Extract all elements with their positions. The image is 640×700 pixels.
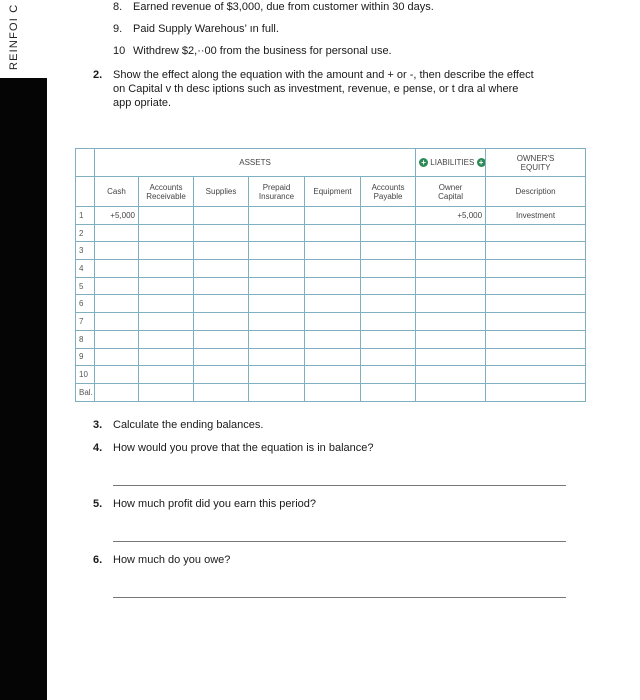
cell-description[interactable] [486,295,586,313]
table-row [76,330,586,348]
cell-ap[interactable] [361,383,416,401]
row-label: 4 [76,260,95,278]
cell-supplies[interactable] [194,260,249,278]
cell-prepaid[interactable] [249,383,305,401]
col-owner-capital: Owner Capital [416,177,486,207]
cell-capital[interactable] [416,277,486,295]
table-row [76,366,586,384]
cell-capital[interactable] [416,242,486,260]
table-row [76,260,586,278]
equation-worksheet [75,148,586,402]
cell-ar[interactable] [139,348,194,366]
cell-capital[interactable] [416,366,486,384]
table-row [76,277,586,295]
cell-cash[interactable] [95,260,139,278]
cell-ar[interactable] [139,224,194,242]
row-label: 9 [76,348,95,366]
cell-capital[interactable] [416,295,486,313]
cell-capital[interactable] [416,348,486,366]
cell-description[interactable] [486,366,586,384]
cell-ar[interactable] [139,366,194,384]
col-accounts-payable: Accounts Payable [361,177,416,207]
row-label: 7 [76,313,95,331]
cell-supplies[interactable] [194,295,249,313]
cell-supplies[interactable] [194,242,249,260]
cell-ap[interactable] [361,242,416,260]
cell-equipment[interactable] [305,348,361,366]
equity-group-header: OWNER'S EQUITY [486,149,586,177]
side-bar [0,0,47,700]
cell-description[interactable] [486,224,586,242]
cell-ar[interactable] [139,330,194,348]
cell-ar[interactable] [139,260,194,278]
cell-ap[interactable] [361,366,416,384]
cell-cash[interactable] [95,383,139,401]
corner-cell [76,177,95,207]
cell-capital[interactable] [416,330,486,348]
table-row [76,313,586,331]
table-row [76,295,586,313]
row-label: 8 [76,330,95,348]
cell-prepaid[interactable] [249,366,305,384]
question-6-text: How much do you owe? [113,554,231,566]
plus-icon: + [477,158,486,167]
cell-equipment[interactable] [305,260,361,278]
col-prepaid-insurance: Prepaid Insurance [249,177,305,207]
cell-cash[interactable] [95,366,139,384]
cell-prepaid[interactable] [249,224,305,242]
cell-supplies[interactable] [194,366,249,384]
row-label: 3 [76,242,95,260]
row-label: 2 [76,224,95,242]
corner-cell [76,149,95,177]
cell-prepaid[interactable] [249,295,305,313]
cell-prepaid[interactable] [249,313,305,331]
cell-cash[interactable] [95,224,139,242]
row-label: 6 [76,295,95,313]
table-row [76,224,586,242]
cell-capital[interactable] [416,224,486,242]
cell-description[interactable] [486,313,586,331]
col-cash: Cash [95,177,139,207]
cell-cash[interactable]: +5,000 [95,207,139,225]
cell-description[interactable] [486,383,586,401]
cell-cash[interactable] [95,330,139,348]
cell-supplies[interactable] [194,224,249,242]
question-5-number: 5. [93,498,103,510]
answer-line-4[interactable] [113,485,566,486]
question-2-line-3: app opriate. [113,97,172,109]
question-4-number: 4. [93,442,103,454]
cell-ar[interactable] [139,295,194,313]
cell-description[interactable]: Investment [486,207,586,225]
cell-cash[interactable] [95,295,139,313]
cell-capital[interactable]: +5,000 [416,207,486,225]
table-row [76,383,586,401]
cell-capital[interactable] [416,260,486,278]
cell-equipment[interactable] [305,224,361,242]
col-accounts-receivable: Accounts Receivable [139,177,194,207]
item-8: 8. Earned revenue of $3,000, due from customer within 30 days. [113,1,434,13]
cell-prepaid[interactable] [249,348,305,366]
cell-ar[interactable] [139,242,194,260]
cell-prepaid[interactable] [249,260,305,278]
cell-supplies[interactable] [194,277,249,295]
col-description: Description [486,177,586,207]
cell-cash[interactable] [95,242,139,260]
cell-equipment[interactable] [305,330,361,348]
cell-equipment[interactable] [305,366,361,384]
question-2-line-1: Show the effect along the equation with the amount and + or -, then describe the effect [113,69,534,81]
cell-ap[interactable] [361,330,416,348]
cell-ar[interactable] [139,313,194,331]
cell-ar[interactable] [139,277,194,295]
row-label: 10 [76,366,95,384]
row-label: Bal. [76,383,95,401]
table-row [76,207,586,225]
cell-supplies[interactable] [194,348,249,366]
cell-description[interactable] [486,277,586,295]
side-label: REINFOI C [8,3,20,70]
answer-line-6[interactable] [113,597,566,598]
liabilities-group-header: + LIABILITIES + [416,149,486,177]
cell-equipment[interactable] [305,277,361,295]
cell-supplies[interactable] [194,383,249,401]
cell-capital[interactable] [416,383,486,401]
question-5-text: How much profit did you earn this period? [113,498,316,510]
assets-group-header: ASSETS [95,149,416,177]
row-label: 5 [76,277,95,295]
cell-cash[interactable] [95,313,139,331]
plus-icon: + [419,158,428,167]
col-supplies: Supplies [194,177,249,207]
question-4-text: How would you prove that the equation is in balance? [113,442,374,454]
item-10: 10 Withdrew $2,··00 from the business for personal use. [113,45,392,57]
side-tab [0,0,47,78]
cell-description[interactable] [486,260,586,278]
item-9: 9. Paid Supply Warehous’ ın full. [113,23,279,35]
cell-ap[interactable] [361,224,416,242]
cell-cash[interactable] [95,277,139,295]
cell-description[interactable] [486,242,586,260]
cell-supplies[interactable] [194,207,249,225]
cell-equipment[interactable] [305,207,361,225]
table-row [76,242,586,260]
cell-prepaid[interactable] [249,330,305,348]
cell-prepaid[interactable] [249,277,305,295]
answer-line-5[interactable] [113,541,566,542]
question-3-number: 3. [93,419,103,431]
cell-equipment[interactable] [305,313,361,331]
cell-cash[interactable] [95,348,139,366]
cell-ap[interactable] [361,295,416,313]
cell-ap[interactable] [361,348,416,366]
cell-ap[interactable] [361,313,416,331]
question-3-text: Calculate the ending balances. [113,419,264,431]
table-row [76,348,586,366]
question-2-number: 2. [93,69,103,81]
cell-supplies[interactable] [194,313,249,331]
row-label: 1 [76,207,95,225]
cell-equipment[interactable] [305,242,361,260]
cell-capital[interactable] [416,313,486,331]
cell-description[interactable] [486,330,586,348]
cell-prepaid[interactable] [249,207,305,225]
cell-supplies[interactable] [194,330,249,348]
cell-ar[interactable] [139,383,194,401]
col-equipment: Equipment [305,177,361,207]
cell-equipment[interactable] [305,295,361,313]
cell-ar[interactable] [139,207,194,225]
cell-ap[interactable] [361,277,416,295]
question-6-number: 6. [93,554,103,566]
cell-prepaid[interactable] [249,242,305,260]
cell-ap[interactable] [361,260,416,278]
cell-description[interactable] [486,348,586,366]
question-2-line-2: on Capital v th desc iptions such as investment, revenue, e pense, or t dra al where [113,83,519,95]
cell-equipment[interactable] [305,383,361,401]
cell-ap[interactable] [361,207,416,225]
